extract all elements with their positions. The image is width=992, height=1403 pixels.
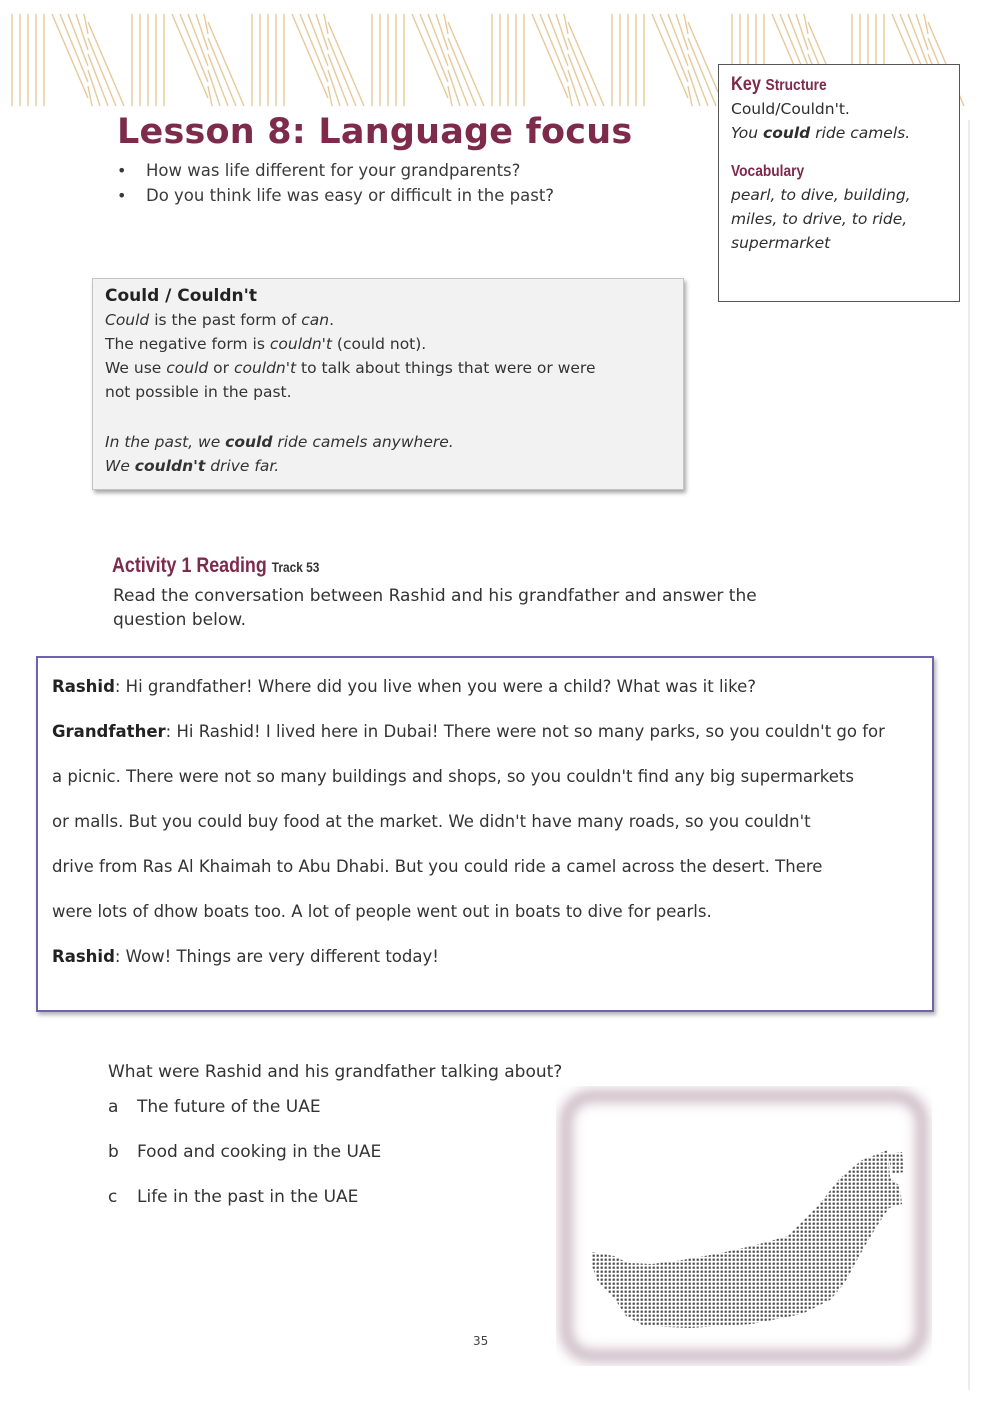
banner-pattern-tile [172,14,208,98]
banner-pattern-tile [88,22,124,106]
structure-example: You could ride camels. [731,124,911,142]
discussion-question: • Do you think life was easy or difficult in the past? [113,183,554,208]
grammar-example: In the past, we could ride camels anywhere. [105,433,454,451]
grammar-example: We couldn't drive far. [105,457,280,475]
musandam-shape [888,1152,904,1174]
structure-word: Structure [765,77,827,94]
answer-options [108,1097,381,1232]
grammar-box [92,278,684,490]
page-edge-line [968,120,970,1390]
banner-pattern-tile [328,22,364,106]
activity-title: Activity 1 Reading Track 53 [112,554,320,577]
vocabulary-line: pearl, to dive, building, [731,186,911,204]
banner-pattern-tile [132,14,164,106]
dialogue-line: a picnic. There were not so many buildings and shops, so you couldn't find any big supermarkets [52,767,854,786]
reading-passage-box [36,656,934,1012]
grammar-line: The negative form is couldn't (could not). [105,335,427,353]
dialogue-line: or malls. But you could buy food at the market. We didn't have many roads, so you couldn't [52,812,811,831]
banner-pattern-tile [252,14,284,106]
dialogue-line: Rashid: Wow! Things are very different today! [52,947,439,966]
key-word: Key [731,74,761,95]
vocabulary-line: supermarket [731,234,831,252]
banner-pattern-tile [412,14,448,98]
vocabulary-line: miles, to drive, to ride, [731,210,908,228]
banner-pattern-tile [532,14,568,98]
track-label: Track 53 [271,559,320,575]
grammar-line: not possible in the past. [105,383,292,401]
grammar-line: We use could or couldn't to talk about things that were or were [105,359,596,377]
banner-pattern-tile [292,14,328,98]
answer-option-c[interactable]: c Life in the past in the UAE [108,1187,359,1207]
banner-pattern-tile [12,14,44,106]
dialogue-line: Grandfather: Hi Rashid! I lived here in Dubai! There were not so many parks, so you couldn't go for [52,722,885,741]
answer-option-a[interactable]: a The future of the UAE [108,1097,321,1117]
discussion-questions [113,158,554,208]
dialogue-line: drive from Ras Al Khaimah to Abu Dhabi. But you could ride a camel across the desert. There [52,857,823,876]
grammar-line: Could is the past form of can. [105,311,335,329]
uae-dotted-map [556,1086,932,1366]
banner-pattern-tile [372,14,404,106]
grammar-title: Could / Couldn't [105,286,257,306]
banner-pattern-tile [52,14,88,98]
discussion-question: • How was life different for your grandparents? [113,158,554,183]
banner-pattern-tile [492,14,524,106]
banner-pattern-tile [612,14,644,106]
page-title: Lesson 8: Language focus [117,112,633,152]
key-structure-box [718,64,960,302]
page-number: 35 [473,1334,489,1348]
banner-pattern-tile [208,22,244,106]
dialogue-line: Rashid: Hi grandfather! Where did you live when you were a child? What was it like? [52,677,757,696]
structure-line: Could/Couldn't. [731,100,850,118]
answer-option-b[interactable]: b Food and cooking in the UAE [108,1142,382,1162]
key-structure-heading [731,74,918,97]
vocabulary-heading: Vocabulary [731,163,805,180]
activity-instructions: Read the conversation between Rashid and his grandfather and answer the question below. [113,586,757,630]
dialogue-line: were lots of dhow boats too. A lot of people went out in boats to dive for pearls. [52,902,712,921]
banner-pattern-tile [568,22,604,106]
banner-pattern-tile [652,14,688,98]
comprehension-question: What were Rashid and his grandfather talking about? [108,1062,563,1082]
banner-pattern-tile [448,22,484,106]
uae-shape [592,1150,902,1328]
